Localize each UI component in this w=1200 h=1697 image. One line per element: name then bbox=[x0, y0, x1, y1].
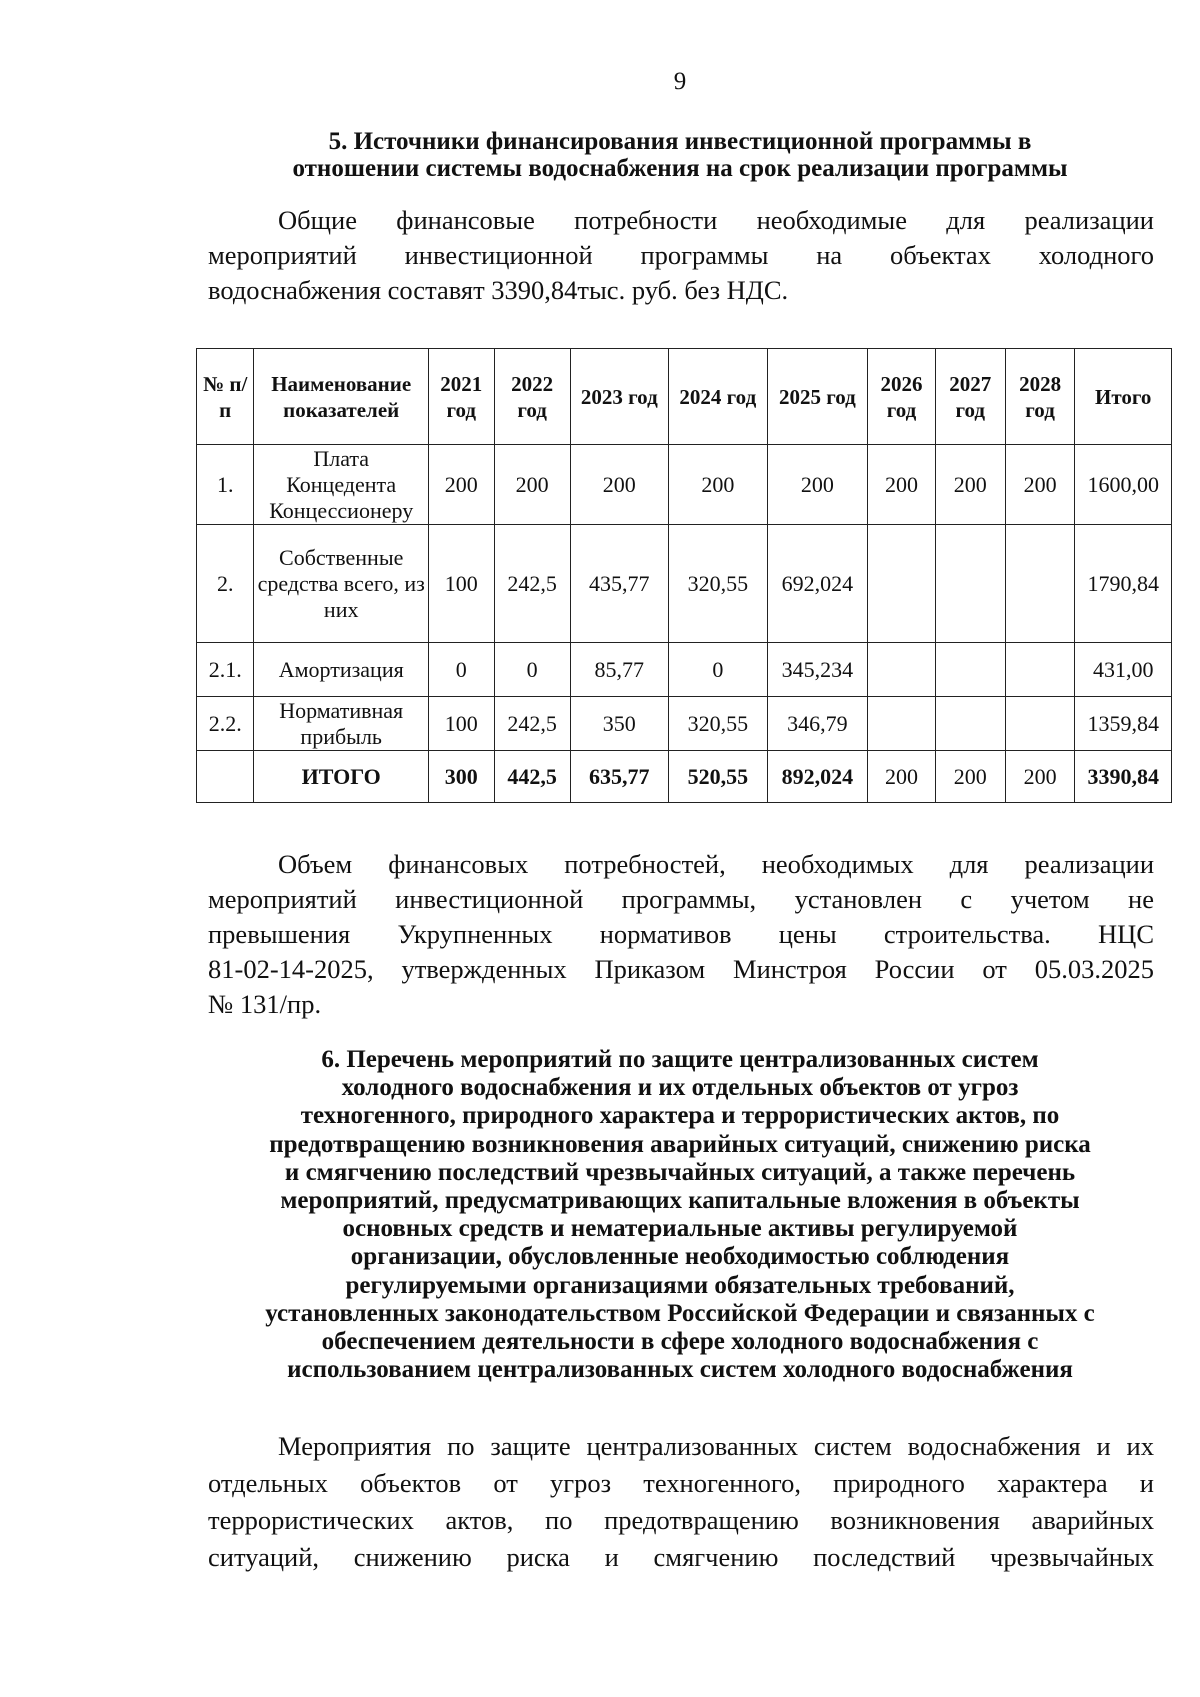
value-cell: 200 bbox=[767, 445, 868, 525]
paragraph-line: ситуаций, снижению риска и смягчению последствий чрезвычайных bbox=[208, 1542, 1154, 1572]
value-cell: 200 bbox=[868, 751, 936, 803]
section6-heading-line: холодного водоснабжения и их отдельных объектов от угроз bbox=[341, 1074, 1019, 1102]
value-cell: 635,77 bbox=[570, 751, 669, 803]
section5-heading bbox=[210, 128, 1150, 182]
section5-heading-line: 5. Источники финансирования инвестиционной программы в bbox=[328, 128, 1032, 155]
table-row bbox=[197, 643, 1172, 697]
value-cell bbox=[868, 525, 936, 643]
paragraph-line: террористических актов, по предотвращению возникновения аварийных bbox=[208, 1505, 1154, 1535]
row-name: Нормативная прибыль bbox=[254, 697, 428, 751]
value-cell: 200 bbox=[935, 445, 1005, 525]
section6-heading-line: регулируемыми организациями обязательных требований, bbox=[345, 1271, 1015, 1299]
value-cell: 200 bbox=[1005, 751, 1075, 803]
value-cell bbox=[1005, 525, 1075, 643]
value-cell: 892,024 bbox=[767, 751, 868, 803]
value-cell: 1790,84 bbox=[1075, 525, 1172, 643]
section6-heading-line: обеспечением деятельности в сфере холодного водоснабжения с bbox=[321, 1328, 1039, 1356]
value-cell: 200 bbox=[1005, 445, 1075, 525]
value-cell bbox=[935, 643, 1005, 697]
paragraph-line: отдельных объектов от угроз техногенного, природного характера и bbox=[208, 1468, 1154, 1498]
page-number: 9 bbox=[673, 68, 687, 95]
value-cell bbox=[935, 697, 1005, 751]
value-cell: 200 bbox=[669, 445, 768, 525]
value-cell: 0 bbox=[494, 643, 570, 697]
paragraph-line: 81-02-14-2025, утвержденных Приказом Минстроя России от 05.03.2025 bbox=[208, 954, 1154, 984]
value-cell: 435,77 bbox=[570, 525, 669, 643]
paragraph-line: превышения Укрупненных нормативов цены строительства. НЦС bbox=[208, 919, 1154, 949]
value-cell bbox=[868, 697, 936, 751]
paragraph-line: Объем финансовых потребностей, необходимых для реализации bbox=[278, 849, 1154, 879]
header-cell: 2025 год bbox=[767, 349, 868, 445]
value-cell: 692,024 bbox=[767, 525, 868, 643]
section6-heading-line: техногенного, природного характера и террористических актов, по bbox=[300, 1102, 1060, 1130]
section6-heading bbox=[210, 1046, 1150, 1384]
table-total-row bbox=[197, 751, 1172, 803]
row-number bbox=[197, 751, 254, 803]
header-cell: 2027 год bbox=[935, 349, 1005, 445]
value-cell: 200 bbox=[494, 445, 570, 525]
section5-heading-line: отношении системы водоснабжения на срок реализации программы bbox=[292, 155, 1068, 182]
value-cell bbox=[1005, 697, 1075, 751]
section6-heading-line: установленных законодательством Российской Федерации и связанных с bbox=[265, 1299, 1095, 1327]
value-cell bbox=[868, 643, 936, 697]
value-cell: 100 bbox=[428, 697, 494, 751]
header-cell: 2022 год bbox=[494, 349, 570, 445]
value-cell: 200 bbox=[935, 751, 1005, 803]
paragraph-line: Общие финансовые потребности необходимые для реализации bbox=[278, 205, 1154, 235]
value-cell: 300 bbox=[428, 751, 494, 803]
table-row bbox=[197, 445, 1172, 525]
row-name: Амортизация bbox=[254, 643, 428, 697]
header-cell: Итого bbox=[1075, 349, 1172, 445]
value-cell: 3390,84 bbox=[1075, 751, 1172, 803]
value-cell: 1600,00 bbox=[1075, 445, 1172, 525]
section6-heading-line: мероприятий, предусматривающих капитальные вложения в объекты bbox=[280, 1187, 1080, 1215]
header-cell: Наименование показателей bbox=[254, 349, 428, 445]
row-name: ИТОГО bbox=[254, 751, 428, 803]
row-number: 2. bbox=[197, 525, 254, 643]
paragraph-line: мероприятий инвестиционной программы на объектах холодного bbox=[208, 240, 1154, 270]
section6-heading-line: и смягчению последствий чрезвычайных ситуаций, а также перечень bbox=[284, 1158, 1076, 1186]
value-cell: 0 bbox=[669, 643, 768, 697]
value-cell: 1359,84 bbox=[1075, 697, 1172, 751]
section6-heading-line: организации, обусловленные необходимостью соблюдения bbox=[350, 1243, 1010, 1271]
section6-heading-line: использованием централизованных систем холодного водоснабжения bbox=[287, 1356, 1073, 1384]
section6-heading-line: основных средств и нематериальные активы регулируемой bbox=[342, 1215, 1018, 1243]
table-row bbox=[197, 697, 1172, 751]
row-name: Плата Концедента Концессионеру bbox=[254, 445, 428, 525]
section6-paragraph bbox=[208, 1428, 1154, 1576]
value-cell: 442,5 bbox=[494, 751, 570, 803]
section5-paragraph bbox=[208, 203, 1154, 308]
header-cell: 2026 год bbox=[868, 349, 936, 445]
financing-table bbox=[196, 348, 1172, 803]
value-cell: 320,55 bbox=[669, 525, 768, 643]
value-cell: 520,55 bbox=[669, 751, 768, 803]
value-cell: 242,5 bbox=[494, 697, 570, 751]
value-cell: 200 bbox=[868, 445, 936, 525]
row-name: Собственные средства всего, из них bbox=[254, 525, 428, 643]
value-cell: 100 bbox=[428, 525, 494, 643]
header-cell: 2024 год bbox=[669, 349, 768, 445]
value-cell: 345,234 bbox=[767, 643, 868, 697]
row-number: 2.2. bbox=[197, 697, 254, 751]
value-cell: 0 bbox=[428, 643, 494, 697]
row-number: 1. bbox=[197, 445, 254, 525]
header-cell: 2021 год bbox=[428, 349, 494, 445]
value-cell: 200 bbox=[570, 445, 669, 525]
table-header-row bbox=[197, 349, 1172, 445]
paragraph-line: Мероприятия по защите централизованных систем водоснабжения и их bbox=[278, 1431, 1154, 1461]
section6-heading-line: 6. Перечень мероприятий по защите централизованных систем bbox=[321, 1046, 1039, 1073]
paragraph-2 bbox=[208, 847, 1154, 1022]
value-cell: 431,00 bbox=[1075, 643, 1172, 697]
value-cell: 200 bbox=[428, 445, 494, 525]
value-cell bbox=[935, 525, 1005, 643]
header-cell: 2023 год bbox=[570, 349, 669, 445]
paragraph-line: мероприятий инвестиционной программы, установлен с учетом не bbox=[208, 884, 1154, 914]
value-cell: 350 bbox=[570, 697, 669, 751]
header-cell: № п/п bbox=[197, 349, 254, 445]
header-cell: 2028 год bbox=[1005, 349, 1075, 445]
row-number: 2.1. bbox=[197, 643, 254, 697]
table-row bbox=[197, 525, 1172, 643]
paragraph-line: № 131/пр. bbox=[208, 989, 322, 1019]
value-cell: 85,77 bbox=[570, 643, 669, 697]
paragraph-line: водоснабжения составят 3390,84тыс. руб. без НДС. bbox=[208, 275, 789, 305]
value-cell bbox=[1005, 643, 1075, 697]
value-cell: 346,79 bbox=[767, 697, 868, 751]
section6-heading-line: предотвращению возникновения аварийных ситуаций, снижению риска bbox=[269, 1130, 1091, 1158]
value-cell: 320,55 bbox=[669, 697, 768, 751]
value-cell: 242,5 bbox=[494, 525, 570, 643]
